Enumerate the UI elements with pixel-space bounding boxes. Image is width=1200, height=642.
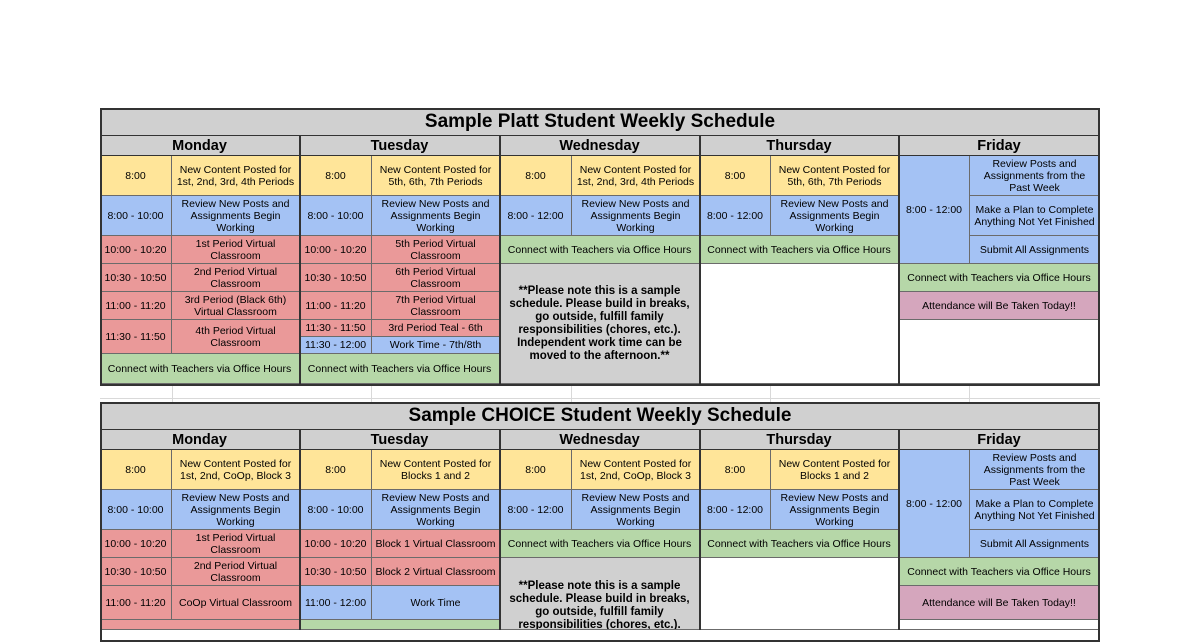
time-cell: 8:00 - 10:00: [100, 196, 172, 236]
office-hours-cell: Connect with Teachers via Office Hours: [300, 354, 500, 384]
activity-cell: Submit All Assignments: [970, 236, 1100, 264]
time-cell: 8:00: [100, 156, 172, 196]
time-cell: 8:00 - 12:00: [899, 450, 970, 558]
gridline: [172, 386, 173, 402]
activity-cell: 1st Period Virtual Classroom: [172, 530, 300, 558]
activity-cell: Submit All Assignments: [970, 530, 1100, 558]
office-hours-cell: Connect with Teachers via Office Hours: [899, 558, 1100, 586]
activity-cell: Block 1 Virtual Classroom: [372, 530, 500, 558]
time-cell: 11:30 - 11:50: [100, 320, 172, 354]
day-header-thursday: Thursday: [700, 136, 899, 156]
activity-cell: Review New Posts and Assignments Begin Working: [771, 196, 899, 236]
activity-cell: 2nd Period Virtual Classroom: [172, 264, 300, 292]
time-cell: 8:00 - 12:00: [500, 490, 572, 530]
office-hours-cell: Connect with Teachers via Office Hours: [700, 236, 899, 264]
time-cell: 11:30 - 12:00: [300, 337, 372, 354]
day-divider: [299, 136, 301, 386]
day-header-monday: Monday: [100, 136, 300, 156]
day-header-thursday: Thursday: [700, 430, 899, 450]
time-cell: 8:00: [700, 156, 771, 196]
activity-cell: 3rd Period Teal - 6th: [372, 320, 500, 337]
time-cell: 11:30 - 11:50: [300, 320, 372, 337]
activity-cell: Work Time - 7th/8th: [372, 337, 500, 354]
activity-cell: Review Posts and Assignments from the Past Week: [970, 156, 1100, 196]
time-cell: 8:00: [700, 450, 771, 490]
attendance-cell: Attendance will Be Taken Today!!: [899, 586, 1100, 620]
time-cell: 8:00 - 12:00: [700, 196, 771, 236]
time-cell: 8:00 - 12:00: [700, 490, 771, 530]
day-header-friday: Friday: [899, 430, 1100, 450]
activity-cell: Review New Posts and Assignments Begin Working: [572, 490, 700, 530]
time-cell: 10:30 - 10:50: [300, 264, 372, 292]
gridline: [770, 386, 771, 402]
office-hours-cell: Connect with Teachers via Office Hours: [500, 530, 700, 558]
activity-cell: Block 2 Virtual Classroom: [372, 558, 500, 586]
activity-cell: 6th Period Virtual Classroom: [372, 264, 500, 292]
time-cell: 10:00 - 10:20: [300, 530, 372, 558]
activity-cell: New Content Posted for 5th, 6th, 7th Periods: [372, 156, 500, 196]
day-header-monday: Monday: [100, 430, 300, 450]
activity-cell: 1st Period Virtual Classroom: [172, 236, 300, 264]
empty-cell: [899, 620, 1100, 630]
time-cell: 11:00 - 11:20: [100, 586, 172, 620]
time-cell: 11:00 - 11:20: [300, 292, 372, 320]
gridline: [100, 398, 1100, 399]
time-cell: 8:00 - 10:00: [100, 490, 172, 530]
time-cell: 8:00 - 12:00: [899, 156, 970, 264]
activity-cell: 5th Period Virtual Classroom: [372, 236, 500, 264]
activity-cell: Review New Posts and Assignments Begin Working: [172, 490, 300, 530]
activity-cell: Review Posts and Assignments from the Past Week: [970, 450, 1100, 490]
office-hours-cell: Connect with Teachers via Office Hours: [700, 530, 899, 558]
empty-cell: [899, 320, 1100, 384]
activity-cell: Review New Posts and Assignments Begin Working: [572, 196, 700, 236]
day-header-tuesday: Tuesday: [300, 430, 500, 450]
day-header-wednesday: Wednesday: [500, 430, 700, 450]
time-cell: 10:00 - 10:20: [100, 530, 172, 558]
office-hours-cell: Connect with Teachers via Office Hours: [899, 264, 1100, 292]
time-cell: 8:00: [100, 450, 172, 490]
time-cell: 8:00 - 12:00: [500, 196, 572, 236]
time-cell: 8:00: [300, 450, 372, 490]
activity-cell: New Content Posted for Blocks 1 and 2: [771, 450, 899, 490]
time-cell: 8:00: [300, 156, 372, 196]
time-cell: 8:00 - 10:00: [300, 196, 372, 236]
activity-cell: Make a Plan to Complete Anything Not Yet Finished: [970, 490, 1100, 530]
day-divider: [898, 430, 900, 630]
activity-cell: Review New Posts and Assignments Begin Working: [172, 196, 300, 236]
office-hours-cell: Connect with Teachers via Office Hours: [100, 354, 300, 384]
activity-cell: Review New Posts and Assignments Begin Working: [372, 196, 500, 236]
activity-cell: 7th Period Virtual Classroom: [372, 292, 500, 320]
attendance-cell: Attendance will Be Taken Today!!: [899, 292, 1100, 320]
activity-cell: New Content Posted for 1st, 2nd, CoOp, Block 3: [572, 450, 700, 490]
day-divider: [898, 136, 900, 386]
activity-cell: Make a Plan to Complete Anything Not Yet Finished: [970, 196, 1100, 236]
activity-cell: 4th Period Virtual Classroom: [172, 320, 300, 354]
gridline: [571, 386, 572, 402]
sample-note: **Please note this is a sample schedule. Please build in breaks, go outside, fulfill family responsibilities (chores, etc.). Independent work time can be moved to the afternoon.**: [500, 264, 700, 384]
activity-cell: CoOp Virtual Classroom: [172, 586, 300, 620]
day-divider: [299, 430, 301, 630]
empty-cell: [700, 264, 899, 384]
time-cell: 8:00 - 10:00: [300, 490, 372, 530]
activity-cell: 2nd Period Virtual Classroom: [172, 558, 300, 586]
activity-cell: New Content Posted for 1st, 2nd, 3rd, 4th Periods: [172, 156, 300, 196]
time-cell: 10:00 - 10:20: [300, 236, 372, 264]
sample-note: **Please note this is a sample schedule. Please build in breaks, go outside, fulfill family responsibilities (chores, etc.).: [500, 558, 700, 630]
time-cell: 10:00 - 10:20: [100, 236, 172, 264]
day-header-tuesday: Tuesday: [300, 136, 500, 156]
time-cell: 8:00: [500, 156, 572, 196]
day-divider: [499, 136, 501, 386]
cropped-cell: [300, 620, 500, 630]
activity-cell: Work Time: [372, 586, 500, 620]
time-cell: 10:30 - 10:50: [100, 264, 172, 292]
gridline: [969, 386, 970, 402]
time-cell: 10:30 - 10:50: [100, 558, 172, 586]
day-header-wednesday: Wednesday: [500, 136, 700, 156]
day-divider: [699, 430, 701, 630]
time-cell: 11:00 - 12:00: [300, 586, 372, 620]
gridline: [371, 386, 372, 402]
activity-cell: New Content Posted for Blocks 1 and 2: [372, 450, 500, 490]
time-cell: 11:00 - 11:20: [100, 292, 172, 320]
activity-cell: Review New Posts and Assignments Begin Working: [771, 490, 899, 530]
office-hours-cell: Connect with Teachers via Office Hours: [500, 236, 700, 264]
time-cell: 10:30 - 10:50: [300, 558, 372, 586]
schedule-title: Sample CHOICE Student Weekly Schedule: [100, 402, 1100, 430]
day-header-friday: Friday: [899, 136, 1100, 156]
empty-cell: [700, 558, 899, 630]
time-cell: 8:00: [500, 450, 572, 490]
schedule-title: Sample Platt Student Weekly Schedule: [100, 108, 1100, 136]
day-divider: [699, 136, 701, 386]
activity-cell: New Content Posted for 5th, 6th, 7th Periods: [771, 156, 899, 196]
activity-cell: Review New Posts and Assignments Begin Working: [372, 490, 500, 530]
day-divider: [499, 430, 501, 630]
activity-cell: New Content Posted for 1st, 2nd, 3rd, 4th Periods: [572, 156, 700, 196]
cropped-cell: [100, 620, 300, 630]
activity-cell: New Content Posted for 1st, 2nd, CoOp, Block 3: [172, 450, 300, 490]
activity-cell: 3rd Period (Black 6th) Virtual Classroom: [172, 292, 300, 320]
